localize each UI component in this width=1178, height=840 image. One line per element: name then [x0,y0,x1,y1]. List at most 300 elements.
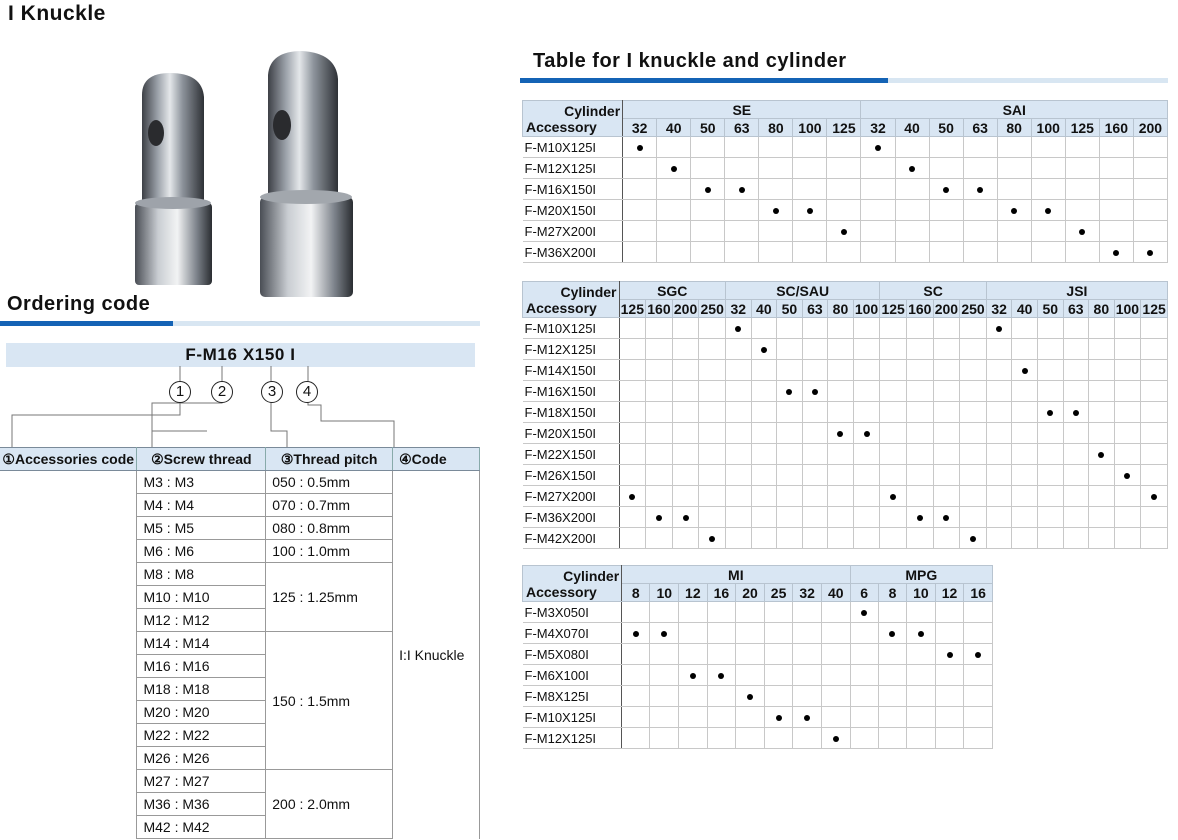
compatible-dot-icon [1073,410,1079,416]
label-accessory: Accessory [526,299,597,316]
compat-cell [878,707,906,728]
thread-cell: M3 : M3 [137,471,266,494]
compat-cell [827,158,861,179]
accessory-name: F-M4X070I [523,623,622,644]
compat-cell [878,728,906,749]
compat-cell [646,465,673,486]
accessory-name: F-M6X100I [523,665,622,686]
compat-cell [929,158,963,179]
compat-cell [933,444,960,465]
compat-cell [1089,360,1115,381]
compat-cell [986,444,1012,465]
compat-cell [751,528,777,549]
page-title: I Knuckle [8,2,106,25]
compat-table-mi-mpg [522,565,993,749]
compat-cell [699,381,726,402]
table-row [523,444,1168,465]
label-accessory: Accessory [526,118,597,135]
ordering-code-heading: Ordering code [7,293,151,315]
thread-cell: M4 : M4 [137,494,266,517]
compat-table-sgc-sc-jsi [522,281,1168,549]
size-header: 250 [961,300,985,317]
compat-cell [1114,528,1141,549]
compat-cell [997,242,1031,263]
compat-cell [691,242,725,263]
compat-cell [777,339,803,360]
compat-cell [1037,423,1063,444]
compat-cell [619,507,646,528]
compat-cell [907,623,936,644]
compat-cell [997,179,1031,200]
compat-cell [707,602,736,623]
compat-cell [650,623,679,644]
compat-cell [707,665,736,686]
compatible-dot-icon [1022,368,1028,374]
compat-cell [1141,507,1168,528]
compat-cell [1114,486,1141,507]
compat-cell [1099,137,1133,158]
compatible-dot-icon [776,715,782,721]
compat-cell [1012,444,1038,465]
compat-cell [646,423,673,444]
compat-cell [880,423,907,444]
compat-cell [619,318,646,339]
pitch-cell: 080 : 0.8mm [266,517,393,540]
size-header: 16 [964,584,993,602]
compat-cell [895,158,929,179]
compat-cell [623,179,657,200]
group-header: SE [623,101,861,119]
compat-cell [960,444,987,465]
size-header: 12 [679,584,708,602]
compat-cell [751,402,777,423]
compat-cell [650,665,679,686]
accessory-name: F-M20X150I [523,423,620,444]
compat-cell [986,381,1012,402]
compat-cell [699,507,726,528]
size-header: 40 [751,300,777,318]
table-row [523,665,993,686]
group-header: JSI [986,282,1167,300]
compatible-dot-icon [861,610,867,616]
compat-cell [623,221,657,242]
thread-cell: M27 : M27 [137,770,266,793]
compat-cell [657,179,691,200]
compatible-dot-icon [864,431,870,437]
compat-cell [707,623,736,644]
compat-cell [726,360,752,381]
compat-cell [1012,507,1038,528]
size-header: 50 [691,119,725,137]
compat-cell [1089,423,1115,444]
compat-cell [1063,507,1089,528]
compat-cell [802,318,828,339]
compat-cell [672,318,699,339]
compat-cell [1031,179,1065,200]
compat-cell [880,339,907,360]
accessory-name: F-M36X200I [523,242,623,263]
compat-table-heading: Table for I knuckle and cylinder [533,50,847,72]
compat-cell [622,602,650,623]
pitch-cell: 100 : 1.0mm [266,540,393,563]
compat-cell [725,158,759,179]
compat-cell [736,665,765,686]
compat-cell [622,728,650,749]
size-header: 50 [1037,300,1063,318]
compatible-dot-icon [1045,208,1051,214]
compat-cell [1063,318,1089,339]
compat-cell [699,528,726,549]
compat-cell [751,381,777,402]
compat-cell [986,486,1012,507]
accessory-name: F-M5X080I [523,644,622,665]
accessory-name: F-M27X200I [523,486,620,507]
thread-cell: M36 : M36 [137,793,266,816]
compat-cell [933,339,960,360]
compat-cell [1133,221,1167,242]
col-thread-pitch: ③Thread pitch [266,448,393,471]
compat-cell [622,707,650,728]
compat-cell [986,507,1012,528]
compat-cell [672,507,699,528]
group-header: SC/SAU [726,282,880,300]
compat-cell [907,644,936,665]
compat-cell [793,221,827,242]
size-header: 63 [802,300,828,318]
compat-cell [1037,465,1063,486]
compat-cell [960,402,987,423]
compat-cell [777,423,803,444]
table-row [523,465,1168,486]
compat-cell [764,686,793,707]
compat-cell [861,137,895,158]
compat-cell [828,423,854,444]
compat-cell [619,381,646,402]
compat-cell [827,137,861,158]
compat-cell [646,444,673,465]
compat-cell [861,179,895,200]
compatible-dot-icon [909,166,915,172]
compatible-dot-icon [804,715,810,721]
label-cylinder: Cylinder [564,102,621,119]
compat-cell [997,221,1031,242]
compat-cell [853,318,880,339]
size-header: 80 [828,300,854,318]
size-header: 20 [736,584,765,602]
marker-2: 2 [211,381,233,403]
compatible-dot-icon [1147,250,1153,256]
compatible-dot-icon [761,347,767,353]
compat-cell [895,137,929,158]
compatible-dot-icon [629,494,635,500]
compat-cell [853,423,880,444]
table-row [523,728,993,749]
size-header: 100 [1115,300,1140,317]
compat-cell [725,179,759,200]
compat-cell [1089,339,1115,360]
compat-cell [691,221,725,242]
size-header: 200 [1133,119,1167,137]
compat-cell [827,221,861,242]
compat-cell [878,623,906,644]
compat-cell [650,728,679,749]
compat-cell [691,200,725,221]
compat-cell [935,686,964,707]
compat-cell [764,644,793,665]
accessory-name: F-M8X125I [523,686,622,707]
compat-cell [646,381,673,402]
size-header: 80 [1089,300,1115,318]
compatible-dot-icon [705,187,711,193]
compat-cell [861,158,895,179]
compat-cell [1031,242,1065,263]
compat-cell [725,200,759,221]
compat-cell [1089,528,1115,549]
compat-cell [986,423,1012,444]
compat-cell [707,728,736,749]
compat-cell [759,137,793,158]
size-header: 100 [854,300,879,317]
compat-cell [619,465,646,486]
size-header: 40 [657,119,691,137]
compat-cell [933,381,960,402]
compat-cell [1089,444,1115,465]
compatible-dot-icon [918,631,924,637]
compat-cell [1133,137,1167,158]
compat-cell [751,360,777,381]
compat-cell [933,507,960,528]
compat-cell [726,528,752,549]
compatible-dot-icon [812,389,818,395]
compatible-dot-icon [718,673,724,679]
compat-cell [679,602,708,623]
compat-cell [1141,423,1168,444]
compat-cell [777,486,803,507]
compat-cell [672,444,699,465]
size-header: 32 [726,300,752,318]
compat-cell [726,381,752,402]
compat-cell [657,221,691,242]
compat-cell [1089,507,1115,528]
compat-cell [726,486,752,507]
compat-cell [802,444,828,465]
compat-cell [853,528,880,549]
compat-cell [895,242,929,263]
size-header: 125 [881,300,905,317]
compat-cell [997,200,1031,221]
compat-cell [828,444,854,465]
compat-cell [828,339,854,360]
size-header: 50 [929,119,963,137]
compat-cell [1099,158,1133,179]
compat-cell [1012,339,1038,360]
compat-cell [1114,381,1141,402]
compat-cell [650,602,679,623]
size-header: 32 [623,119,657,137]
compat-cell [1037,528,1063,549]
compatible-dot-icon [943,187,949,193]
accessory-name: F-M27X200I [523,221,623,242]
table-row [523,339,1168,360]
table-row [523,200,1168,221]
compat-cell [619,360,646,381]
compat-cell [986,402,1012,423]
compat-cell [1037,444,1063,465]
compat-cell [802,465,828,486]
compatible-dot-icon [1098,452,1104,458]
compat-cell [1114,318,1141,339]
compat-cell [619,339,646,360]
size-header: 125 [1142,300,1166,317]
compat-cell [960,339,987,360]
size-header: 12 [935,584,964,602]
compat-cell [646,528,673,549]
compat-cell [1114,423,1141,444]
compat-cell [1037,360,1063,381]
compat-cell [964,728,993,749]
compat-cell [929,242,963,263]
compat-cell [906,318,933,339]
compat-cell [1065,242,1099,263]
compatible-dot-icon [739,187,745,193]
compat-cell [929,179,963,200]
compat-cell [691,158,725,179]
compat-cell [929,200,963,221]
compat-cell [679,686,708,707]
compat-cell [793,686,822,707]
size-header: 10 [650,584,679,602]
table-row [523,686,993,707]
label-accessory: Accessory [526,583,597,600]
compat-cell [853,402,880,423]
compat-cell [907,665,936,686]
pitch-cell: 070 : 0.7mm [266,494,393,517]
table-row [523,318,1168,339]
col-code: ④Code [393,448,480,471]
compat-cell [963,221,997,242]
compat-cell [622,686,650,707]
compat-cell [751,486,777,507]
compat-cell [1012,402,1038,423]
compatible-dot-icon [917,515,923,521]
compat-cell [906,465,933,486]
compatible-dot-icon [773,208,779,214]
compat-cell [850,623,878,644]
compat-cell [1063,339,1089,360]
compat-cell [1063,381,1089,402]
compat-cell [1063,486,1089,507]
compat-cell [878,644,906,665]
size-header: 63 [963,119,997,137]
compat-cell [1063,528,1089,549]
compat-cell [1099,242,1133,263]
compat-cell [960,423,987,444]
compat-cell [821,665,850,686]
compat-cell [622,623,650,644]
size-header: 100 [1031,119,1065,137]
compatible-dot-icon [656,515,662,521]
marker-1: 1 [169,381,191,403]
compat-cell [821,707,850,728]
thread-cell: M5 : M5 [137,517,266,540]
compat-cell [850,728,878,749]
compat-cell [933,486,960,507]
compat-cell [751,423,777,444]
compat-cell [736,686,765,707]
compat-cell [1012,486,1038,507]
compat-cell [672,423,699,444]
compat-cell [821,728,850,749]
compat-cell [878,686,906,707]
compat-cell [906,444,933,465]
compatible-dot-icon [875,145,881,151]
size-header: 125 [1065,119,1099,137]
accessory-name: F-M12X125I [523,728,622,749]
compat-cell [646,402,673,423]
compat-cell [777,465,803,486]
table-row [523,707,993,728]
table-row [523,221,1168,242]
compat-cell [935,665,964,686]
compat-cell [650,686,679,707]
accessory-name: F-M16X150I [523,381,620,402]
compat-cell [963,179,997,200]
compat-cell [828,507,854,528]
compat-cell [1089,402,1115,423]
compat-cell [793,665,822,686]
compat-cell [736,644,765,665]
compat-cell [793,623,822,644]
compat-cell [699,339,726,360]
compatible-dot-icon [637,145,643,151]
compat-cell [906,486,933,507]
size-header: 8 [878,584,906,602]
compat-cell [933,402,960,423]
compat-cell [933,318,960,339]
compat-cell [850,686,878,707]
label-cylinder: Cylinder [560,283,617,300]
compat-cell [623,137,657,158]
thread-cell: M14 : M14 [137,632,266,655]
compat-cell [646,486,673,507]
accessory-name: F-M3X050I [523,602,622,623]
compat-cell [777,381,803,402]
compat-cell [935,728,964,749]
compat-cell [726,423,752,444]
compat-cell [960,360,987,381]
compat-cell [725,242,759,263]
thread-cell: M12 : M12 [137,609,266,632]
compat-cell [861,221,895,242]
compat-cell [619,402,646,423]
compat-cell [736,623,765,644]
col-accessories-code: ①Accessories code [0,448,137,471]
table-row [523,528,1168,549]
compat-cell [895,200,929,221]
compat-cell [777,444,803,465]
compat-cell [707,644,736,665]
compat-cell [1037,486,1063,507]
accessory-name: F-M14X150I [523,360,620,381]
size-header: 125 [620,300,644,317]
compat-cell [960,381,987,402]
size-header: 160 [647,300,671,317]
compat-cell [777,402,803,423]
compatible-dot-icon [735,326,741,332]
compat-cell [1012,423,1038,444]
compat-cell [699,360,726,381]
compat-cell [960,486,987,507]
